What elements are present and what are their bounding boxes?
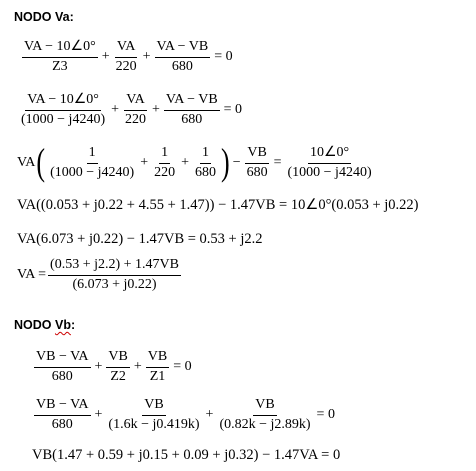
fraction: $\frac{1}{220}$ — [154, 145, 176, 180]
fraction: $\frac{VA - 10\angle 0^\circ}{Z3}$ — [24, 39, 96, 74]
spellcheck-underline: Vb — [54, 318, 71, 332]
heading-nodo-va: NODO Va: — [14, 10, 74, 24]
fraction: $\frac{VA}{220}$ — [125, 92, 147, 127]
fraction: $\frac{VA - VB}{680}$ — [165, 92, 218, 127]
equation-va-2: $\frac{VA - 10\angle 0^\circ}{(1000 - j4240)}$ + $\frac{VA}{220}$ + $\frac{VA - VB}{680}$ = 0 — [21, 92, 243, 127]
fraction: $\frac{1}{680}$ — [195, 145, 217, 180]
equation-vb-1: $\frac{VB - VA}{680}$ + $\frac{VB}{Z2}$ + $\frac{VB}{Z1}$ = 0 — [36, 349, 192, 384]
equation-va-3: VA ( $\frac{1}{(1000 - j4240)}$ + $\frac{1}{220}$ + $\frac{1}{680}$ ) − $\frac{VB}{680}$ = $\frac{10\angle 0^\circ}{(1000 - j4240)}$ — [17, 140, 372, 183]
fraction: $\frac{VB}{Z1}$ — [147, 349, 168, 384]
fraction: $\frac{VB}{Z2}$ — [108, 349, 128, 384]
fraction: $\frac{VB}{680}$ — [246, 145, 268, 180]
heading-nodo-vb: NODO Vb: — [14, 318, 76, 332]
equation-va-5: VA(6.073 + j0.22) − 1.47VB = 0.53 + j2.2 — [17, 231, 263, 247]
equation-va-1: $\frac{VA - 10\angle 0^\circ}{Z3}$ + $\frac{VA}{220}$ + $\frac{VA - VB}{680}$ = 0 — [24, 39, 233, 74]
fraction: $\frac{VA}{220}$ — [115, 39, 137, 74]
fraction: $\frac{1}{(1000 - j4240)}$ — [50, 145, 135, 180]
equation-vb-3: VB(1.47 + 0.59 + j0.15 + 0.09 + j0.32) − 1.47VA = 0 — [32, 447, 341, 463]
fraction: $\frac{10\angle 0^\circ}{(1000 - j4240)}$ — [287, 145, 372, 180]
fraction: $\frac{VA - 10\angle 0^\circ}{(1000 - j4240)}$ — [21, 92, 106, 127]
fraction: $\frac{VB}{(0.82k - j2.89k)}$ — [219, 397, 311, 432]
fraction: $\frac{(0.53 + j2.2) + 1.47VB}{(6.073 + j0.22)}$ — [50, 257, 179, 292]
fraction: $\frac{VB - VA}{680}$ — [36, 349, 89, 384]
equation-va-6: VA = $\frac{(0.53 + j2.2) + 1.47VB}{(6.073 + j0.22)}$ — [17, 257, 179, 292]
fraction: $\frac{VB - VA}{680}$ — [36, 397, 89, 432]
fraction: $\frac{VA - VB}{680}$ — [156, 39, 209, 74]
equation-vb-2: $\frac{VB - VA}{680}$ + $\frac{VB}{(1.6k - j0.419k)}$ + $\frac{VB}{(0.82k - j2.89k)}$ = 0 — [36, 397, 335, 432]
equation-va-4: VA((0.053 + j0.22 + 4.55 + 1.47)) − 1.47VB = 10∠0°(0.053 + j0.22) — [17, 197, 419, 213]
fraction: $\frac{VB}{(1.6k - j0.419k)}$ — [108, 397, 200, 432]
